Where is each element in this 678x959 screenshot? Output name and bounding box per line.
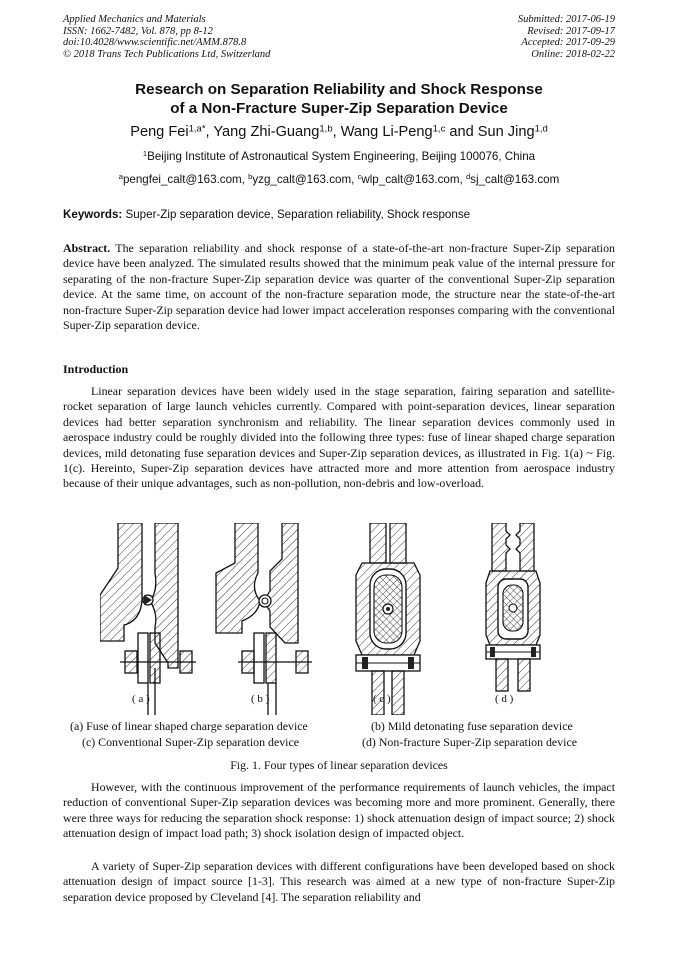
email-address[interactable]: yzg_calt@163.com (252, 173, 352, 186)
email-sup: a (118, 172, 123, 182)
figure-subcaption-c: (c) Conventional Super-Zip separation device (82, 735, 300, 749)
figure-subcaption-a: (a) Fuse of linear shaped charge separation device (70, 719, 308, 733)
figure-sublabel-d: ( d ) (495, 693, 514, 705)
paper-title (40, 80, 638, 118)
online-date: Online: 2018-02-22 (531, 48, 615, 60)
drawing-a (100, 523, 196, 715)
accepted-date: Accepted: 2017-09-29 (521, 37, 615, 49)
intro-paragraph-1: Linear separation devices have been widely used in the stage separation, fairing separation and satellite-rocket separation of large launch vehicles currently. Compared with point-separation devices, linear separation devices had better separation synchronism and reliability. The linear separation devices commonly used in aerospace industry could be roughly divided into the following three types: fuse of linear shaped charge separation devices, mild detonating fuse separation devices and Super-Zip separation devices, as illustrated in Fig. 1(a) ~ Fig. 1(c). Hereinto, Super-Zip separation devices have attracted more and more attention from aerospace industry because of their unique advantages, such as non-pollution, non-debris and low-overload. (63, 384, 615, 491)
author-sep: , (332, 124, 341, 140)
submitted-date: Submitted: 2017-06-19 (517, 14, 615, 25)
email-sep: , (351, 173, 358, 186)
drawing-b (216, 523, 312, 715)
affiliation-sup: 1 (142, 149, 148, 159)
figure-caption: Fig. 1. Four types of linear separation devices (230, 758, 448, 772)
email-address[interactable]: wlp_calt@163.com (361, 173, 460, 186)
keywords-text: Super-Zip separation device, Separation reliability, Shock response (122, 208, 471, 221)
abstract-text: The separation reliability and shock response of a state-of-the-art non-fracture Super-Zip separation device have been analyzed. The simulated results showed that the minimum peak value of the internal pressure for separating of the non-fracture Super-Zip separation device was quarter of the conventional Super-Zip separation device. At the same time, on account of the non-fracture separation mode, the structure near the state-of-the-art non-fracture Super-Zip separation device had lower impact acceleration responses comparing with the conventional Super-Zip separation device. (63, 241, 615, 333)
email-address[interactable]: sj_calt@163.com (470, 173, 560, 186)
email-address[interactable]: pengfei_calt@163.com (122, 173, 242, 186)
title-line-1: Research on Separation Reliability and Shock Response (135, 81, 543, 98)
drawing-d (486, 523, 540, 691)
keywords (63, 208, 615, 222)
figure-subcaption-b: (b) Mild detonating fuse separation device (371, 719, 573, 733)
journal-name: Applied Mechanics and Materials (63, 14, 206, 25)
intro-paragraph-3: A variety of Super-Zip separation devices with different configurations have been developed based on shock attenuation design of impact source [1-3]. This research was aimed at a new type of non-fracture Super-Zip separation device proposed by Cleveland [4]. The separation reliability and (63, 859, 615, 904)
author-name: Wang Li-Peng (340, 124, 433, 140)
title-line-2: of a Non-Fracture Super-Zip Separation Device (170, 100, 508, 117)
dates-header (518, 14, 615, 60)
email-sep: , (241, 173, 249, 186)
email-sup: d (465, 172, 471, 182)
drawing-c (356, 523, 420, 715)
figure-sublabel-c: ( c ) (373, 693, 391, 705)
figure-sublabel-a: ( a ) (132, 693, 150, 705)
journal-header (63, 14, 270, 60)
author-sep: , (205, 124, 214, 140)
affiliation-text: Beijing Institute of Astronautical System Engineering, Beijing 100076, China (147, 150, 536, 163)
revised-date: Revised: 2017-09-17 (527, 25, 615, 37)
author-list (40, 123, 638, 141)
author-sup: 1,b (319, 123, 333, 135)
abstract (63, 241, 615, 333)
introduction-heading: Introduction (63, 362, 129, 376)
intro-paragraph-2: However, with the continuous improvement of the performance requirements of launch vehicles, the impact reduction of conventional Super-Zip separation devices was becoming more and more prominent. Generally, there were three ways for reducing the separation shock response: 1) shock attenuation design of impact source; 2) shock attenuation design of impact load path; 3) shock isolation design of impacted object. (63, 780, 615, 841)
email-sup: c (357, 172, 362, 182)
author-name: Peng Fei (130, 124, 189, 140)
email-list (40, 173, 638, 187)
figure-subcaption-d: (d) Non-fracture Super-Zip separation device (362, 735, 578, 749)
author-name: Yang Zhi-Guang (213, 124, 320, 140)
author-name: Sun Jing (477, 124, 535, 140)
affiliation (40, 150, 638, 164)
author-sup: 1,d (534, 123, 548, 135)
issn-line: ISSN: 1662-7482, Vol. 878, pp 8-12 (63, 25, 213, 37)
author-sep: and (445, 124, 478, 140)
author-sup: 1,c (432, 123, 446, 135)
figure-1-drawings (100, 523, 600, 715)
doi-line[interactable]: doi:10.4028/www.scientific.net/AMM.878.8 (63, 37, 247, 49)
figure-sublabel-b: ( b ) (251, 693, 270, 705)
abstract-label: Abstract. (63, 241, 111, 255)
copyright-line: © 2018 Trans Tech Publications Ltd, Switzerland (63, 48, 271, 60)
email-sup: b (248, 172, 253, 182)
keywords-label: Keywords: (63, 208, 123, 221)
email-sep: , (459, 173, 466, 186)
author-sup: 1,a* (188, 123, 206, 135)
